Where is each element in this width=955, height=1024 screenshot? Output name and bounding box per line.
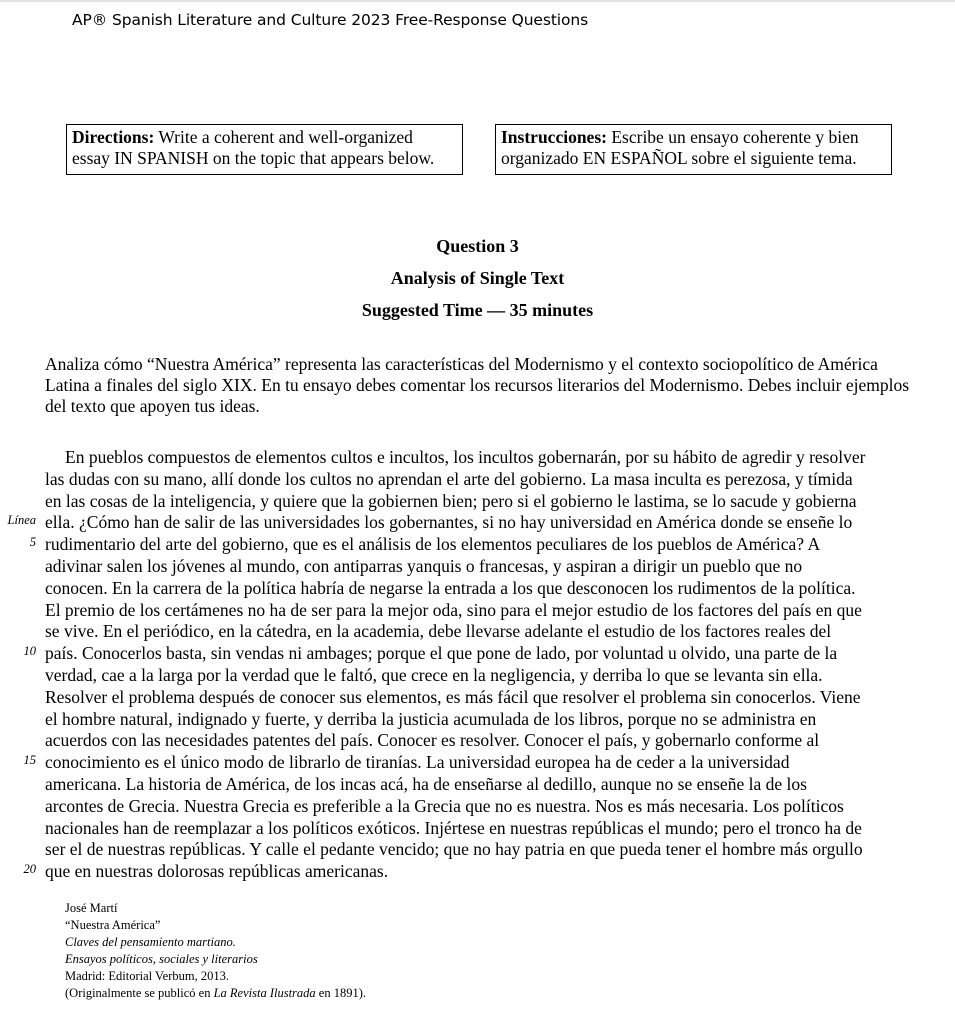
question-title: Question 3 — [436, 236, 519, 256]
citation-original — [65, 985, 366, 1002]
directions-text-line1: Write a coherent and well-organized — [154, 127, 413, 147]
passage-line: acuerdos con las necesidades patentes del país. Conocer es resolver. Conocer el país, y gobernarlo conforme al — [45, 730, 820, 751]
passage-line: país. Conocerlos basta, sin vendas ni ambages; porque el que pone de lado, por voluntad u olvido, una parte de la — [45, 643, 838, 664]
line-number-15: 15 — [23, 753, 36, 767]
passage-line: adivinar salen los jóvenes al mundo, con antiparras yanquis o francesas, y aspiran a dirigir un pueblo que no — [45, 555, 803, 576]
directions-spanish-box — [495, 124, 892, 175]
line-number-10: 10 — [23, 644, 36, 658]
passage-line: ser el de nuestras repúblicas. Y calle el pedante vencido; que no hay patria en que pueda tener el hombre más orgullo — [45, 839, 863, 860]
directions-label: Directions: — [72, 127, 155, 147]
page-header: AP® Spanish Literature and Culture 2023 Free-Response Questions — [72, 11, 589, 29]
citation-book-subtitle: Ensayos políticos, sociales y literarios — [65, 952, 258, 966]
passage-line: americana. La historia de América, de los incas acá, ha de enseñarse al dedillo, aunque no se enseñe la de los — [45, 773, 807, 794]
passage-line: En pueblos compuestos de elementos cultos e incultos, los incultos gobernarán, por su hábito de agredir y resolver — [65, 447, 866, 467]
directions-english-box — [66, 124, 463, 175]
passage-line: en las cosas de la inteligencia, y quiere que la gobiernen bien; pero si el gobierno le lastima, se lo sacude y gobierna — [45, 490, 857, 511]
passage-line: el hombre natural, indignado y fuerte, y derriba la justicia acumulada de los libros, porque no se administra en — [45, 708, 817, 729]
instrucciones-text-line1: Escribe un ensayo coherente y bien — [606, 127, 859, 147]
passage-line: verdad, cae a la larga por la verdad que le faltó, que crece en la negligencia, y derriba lo que se levanta sin ella. — [45, 664, 823, 685]
citation-original-title: La Revista Ilustrada — [213, 986, 316, 1000]
passage-line: las dudas con su mano, allí donde los cultos no aprendan el arte del gobierno. La masa inculta es perezosa, y tímida — [45, 468, 853, 489]
question-subtitle: Analysis of Single Text — [390, 268, 565, 288]
suggested-time: Suggested Time — 35 minutes — [361, 300, 594, 320]
passage-line: El premio de los certámenes no ha de ser para la mejor oda, sino para el mejor estudio de los factores del país en que — [45, 599, 862, 620]
directions-text-line2: essay IN SPANISH on the topic that appears below. — [72, 148, 435, 168]
passage-line: nacionales han de reemplazar a los políticos exóticos. Injértese en nuestras repúblicas el mundo; pero el tronco ha de — [45, 817, 862, 838]
top-divider — [0, 0, 955, 2]
passage-line: ella. ¿Cómo han de salir de las universidades los gobernantes, si no hay universidad en América donde se enseñe lo — [45, 512, 853, 533]
line-number-5: 5 — [29, 535, 36, 549]
citation-original-pre: (Originalmente se publicó en — [65, 986, 214, 1000]
passage-line: rudimentario del arte del gobierno, que es el análisis de los elementos peculiares de los pueblos de América? A — [45, 534, 821, 555]
instrucciones-label: Instrucciones: — [501, 127, 607, 147]
citation-original-post: en 1891). — [315, 986, 367, 1000]
citation-work: “Nuestra América” — [65, 918, 161, 932]
line-number-20: 20 — [23, 862, 36, 876]
citation-publisher: Madrid: Editorial Verbum, 2013. — [65, 969, 229, 983]
citation-book: Claves del pensamiento martiano. — [65, 935, 236, 949]
passage-line: que en nuestras dolorosas repúblicas americanas. — [45, 861, 389, 882]
citation-block — [65, 900, 366, 1002]
essay-prompt: Analiza cómo “Nuestra América” representa las características del Modernismo y el contexto sociopolítico de América Latina a finales del siglo XIX. En tu ensayo debes comentar los recursos literarios del Modernismo. Debes incluir ejemplos del texto que apoyen tus ideas. — [45, 354, 910, 416]
passage-text — [45, 447, 915, 883]
passage-line: conocimiento es el único modo de librarlo de tiranías. La universidad europea ha de ceder a la universidad — [45, 752, 790, 773]
passage-line: Resolver el problema después de conocer sus elementos, es más fácil que resolver el problema sin conocerlos. Viene — [45, 686, 861, 707]
instrucciones-text-line2: organizado EN ESPAÑOL sobre el siguiente tema. — [501, 148, 857, 168]
passage-line: arcontes de Grecia. Nuestra Grecia es preferible a la Grecia que no es nuestra. Nos es más necesaria. Los políticos — [45, 795, 844, 816]
passage-line: conocen. En la carrera de la política habría de negarse la entrada a los que desconocen los rudimentos de la política. — [45, 577, 856, 598]
passage-line: se vive. En el periódico, en la cátedra, en la academia, debe llevarse adelante el estudio de los factores reales del — [45, 621, 832, 642]
citation-author: José Martí — [65, 901, 118, 915]
linea-label: Línea — [7, 513, 36, 527]
